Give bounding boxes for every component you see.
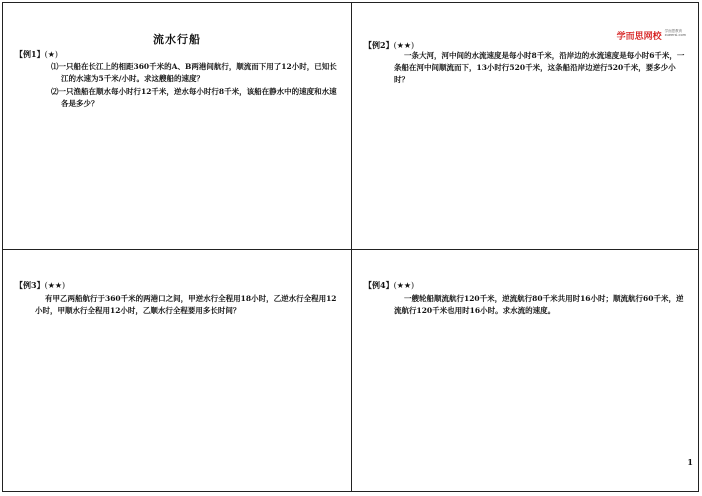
example-1-heading (15, 49, 58, 60)
example-2-text: 一条大河，河中间的水流速度是每小时8千米，沿岸边的水流速度是每小时6千米，一条船在河中间顺流而下，13小时行520千米，这条船沿岸边逆行520千米，要多少小时？ (394, 51, 685, 84)
example-1-stars: (★) (44, 50, 58, 59)
page-title: 流水行船 (153, 33, 201, 46)
example-4-heading (364, 280, 414, 291)
example-panel-1 (3, 3, 351, 248)
example-1-label: 【例1】 (15, 49, 45, 59)
brand-name: 学而思网校 (616, 32, 662, 42)
example-panel-4 (352, 250, 700, 495)
example-3-heading (15, 280, 65, 291)
brand-sub-line-2: xueersi.com (664, 33, 686, 37)
example-panel-2 (352, 3, 700, 248)
example-1-item-1: ⑴一只船在长江上的相距360千米的A、B两港间航行，顺流而下用了12小时，已知长江的水速为5千米/小时。求这艘船的速度？ (51, 62, 337, 83)
slide-sheet (2, 2, 699, 492)
brand-logo (617, 29, 686, 42)
example-4-stars: (★★) (393, 281, 415, 290)
example-3-stars: (★★) (44, 281, 66, 290)
example-1-item-2: ⑵一只渔船在顺水每小时行12千米，逆水每小时行8千米，该船在静水中的速度和水速各是多少？ (51, 87, 337, 108)
example-4-text: 一艘轮船顺流航行120千米，逆流航行80千米共用时16小时；顺流航行60千米，逆流航行120千米也用时16小时。求水流的速度。 (394, 294, 684, 315)
example-2-stars: (★★) (393, 41, 415, 50)
page-number: 1 (687, 457, 693, 467)
example-3-text: 有甲乙两船航行于360千米的两港口之间，甲逆水行全程用18小时，乙逆水行全程用12小时，甲顺水行全程用12小时，乙顺水行全程要用多长时间？ (35, 294, 337, 315)
example-3-label: 【例3】 (15, 280, 45, 290)
brand-sub-line-1: 学而思教育 (664, 29, 683, 33)
example-panel-3 (3, 250, 351, 495)
example-4-label: 【例4】 (364, 280, 394, 290)
example-2-label: 【例2】 (364, 40, 394, 50)
brand-subtitle (665, 29, 686, 37)
